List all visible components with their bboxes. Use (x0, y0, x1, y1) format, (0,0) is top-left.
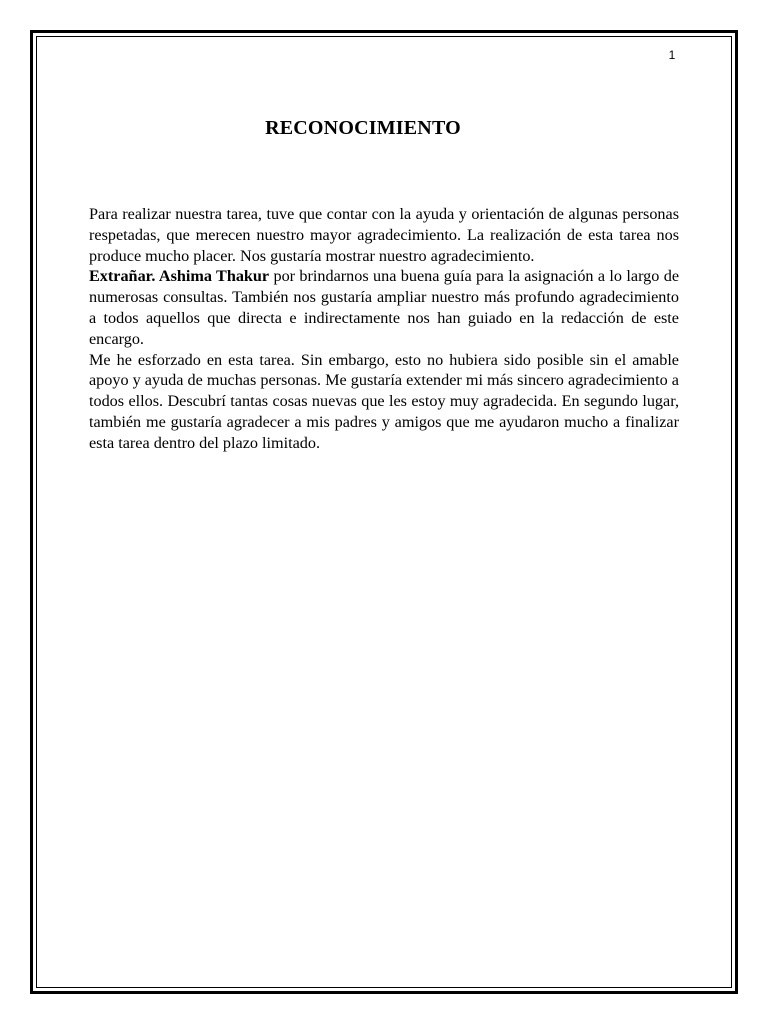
paragraph-2-text: por brindarnos una buena guía para la asignación a lo largo de numerosas consultas. También nos gustaría ampliar nuestro más profundo agradecimiento a todos aquellos que directa e indirectamente nos han guiado en la redacción de este encargo. (89, 267, 679, 348)
paragraph-1-text: Para realizar nuestra tarea, tuve que contar con la ayuda y orientación de algunas personas respetadas, que merecen nuestro mayor agradecimiento. La realización de esta tarea nos produce mucho placer. Nos gustaría mostrar nuestro agradecimiento. (89, 205, 679, 265)
body-text (89, 204, 679, 454)
paragraph-3 (89, 350, 679, 454)
paragraph-2-bold-lead: Extrañar. Ashima Thakur (89, 267, 270, 286)
paragraph-2 (89, 266, 679, 349)
page-border-inner (36, 36, 732, 988)
paragraph-3-text: Me he esforzado en esta tarea. Sin embargo, esto no hubiera sido posible sin el amable apoyo y ayuda de muchas personas. Me gustaría extender mi más sincero agradecimiento a todos ellos. Descubrí tantas cosas nuevas que les estoy muy agradecida. En segundo lugar, también me gustaría agradecer a mis padres y amigos que me ayudaron mucho a finalizar esta tarea dentro del plazo limitado. (89, 350, 679, 452)
page-title: RECONOCIMIENTO (265, 117, 461, 139)
paragraph-1 (89, 204, 679, 266)
page-number: 1 (668, 48, 676, 62)
